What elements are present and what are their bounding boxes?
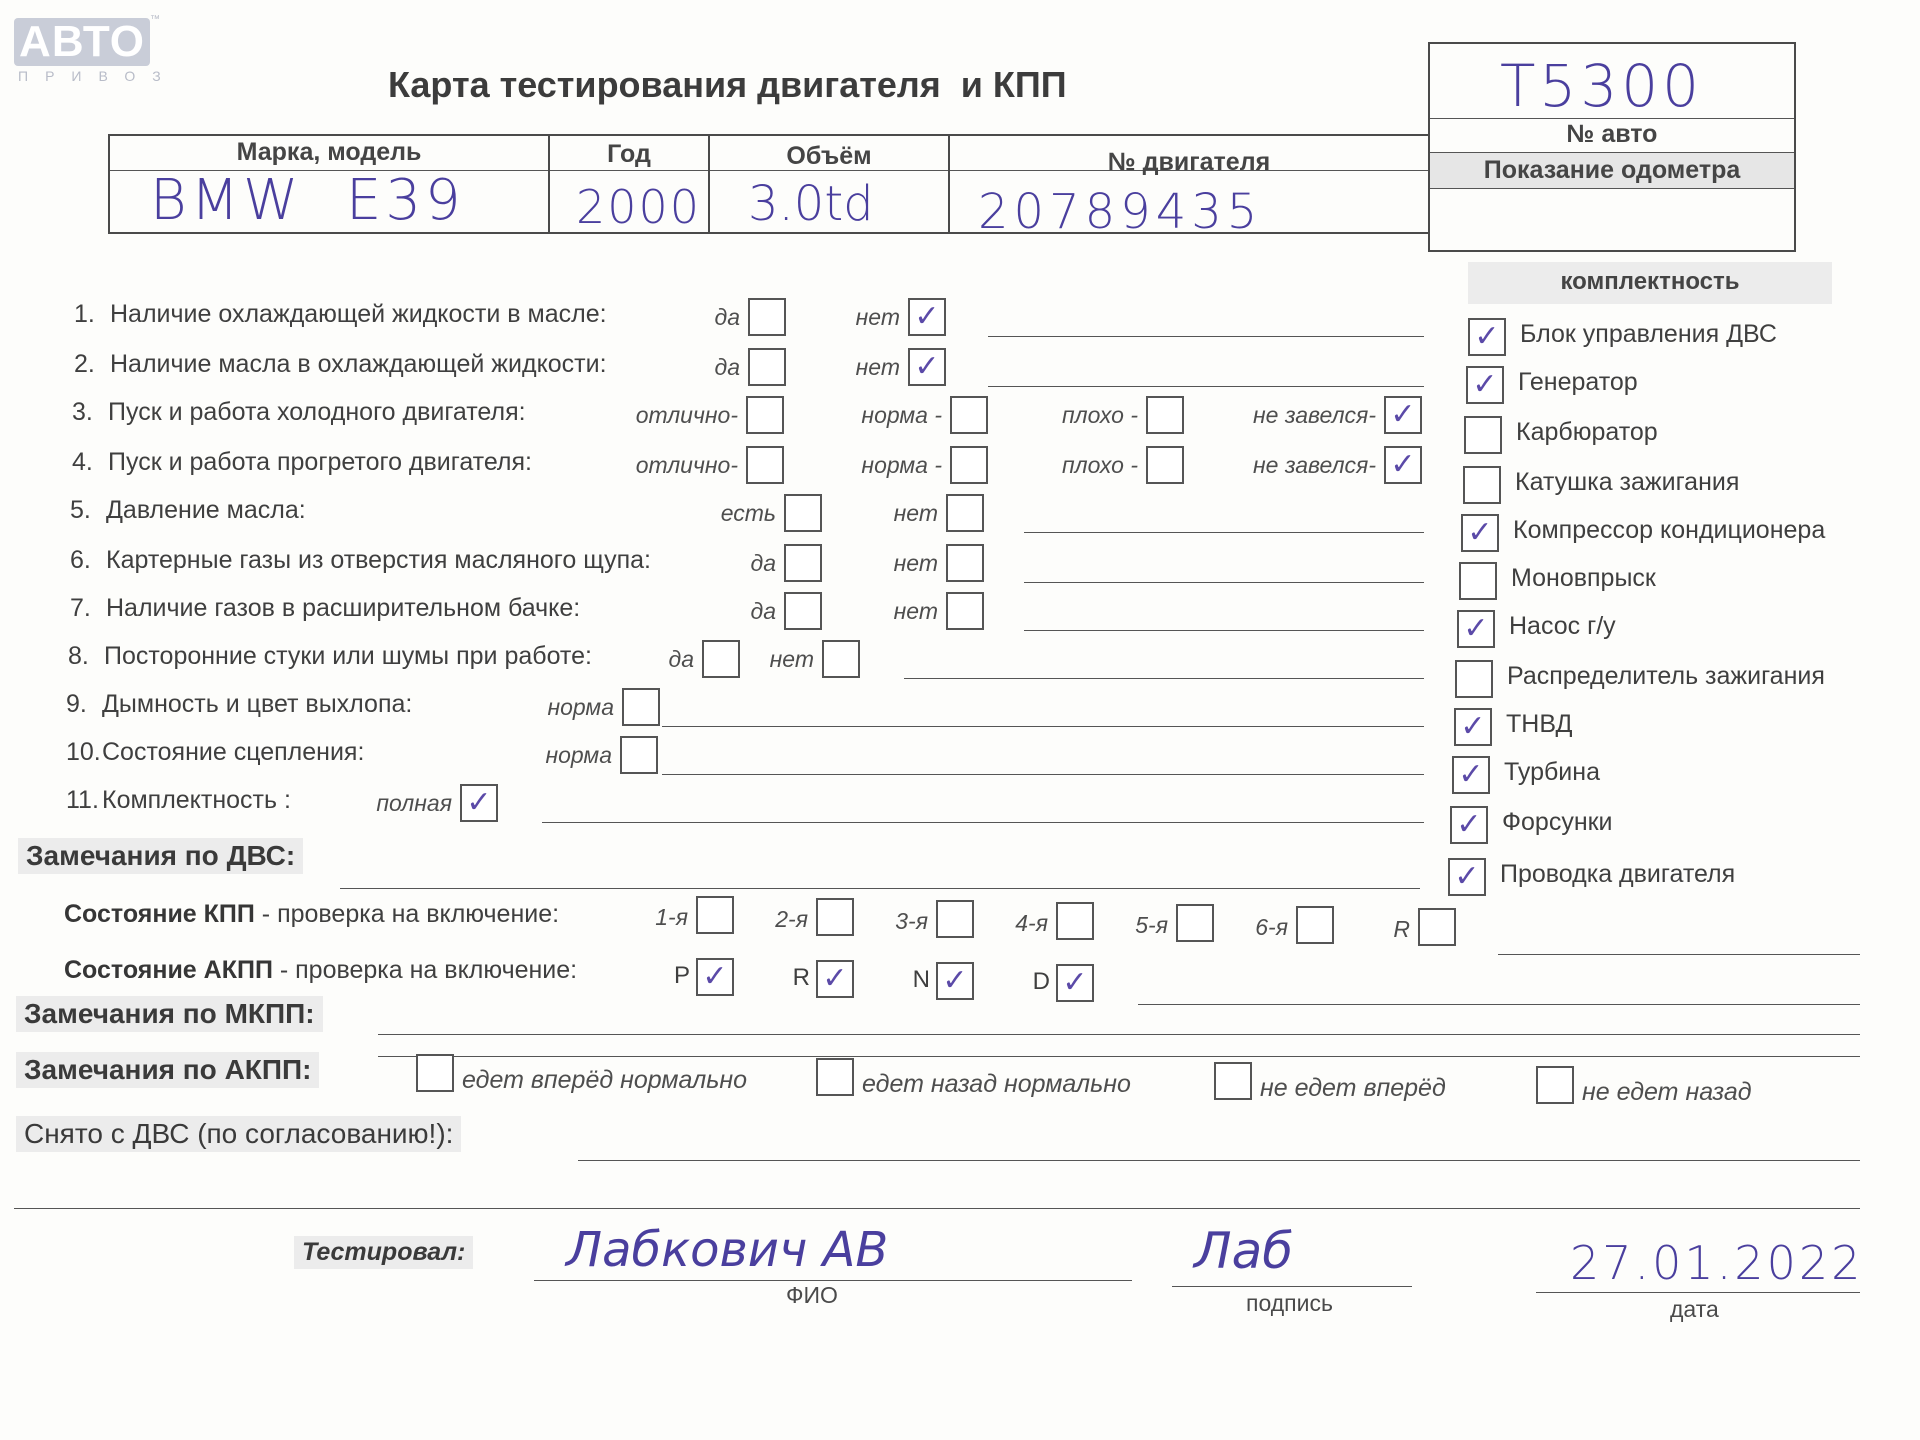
completeness-item-label: Моновпрыск xyxy=(1511,564,1656,592)
akpp-remark-checkbox[interactable] xyxy=(1214,1062,1252,1100)
date-label: дата xyxy=(1670,1296,1719,1322)
question-number: 8. xyxy=(68,642,89,670)
option-label: не завелся- xyxy=(1252,402,1376,428)
completeness-item-label: Блок управления ДВС xyxy=(1520,320,1777,348)
option-checkbox[interactable] xyxy=(784,592,822,630)
kpp-gear-label: 5-я xyxy=(1135,912,1168,938)
remarks-akpp-line xyxy=(378,1056,1860,1057)
question-text: Состояние сцепления: xyxy=(102,738,365,766)
engine-number-value[interactable]: 20789435 xyxy=(978,184,1263,240)
question-text: Наличие газов в расширительном бачке: xyxy=(106,594,581,622)
option-checkbox[interactable] xyxy=(950,446,988,484)
completeness-checkbox[interactable]: ✓ xyxy=(1448,858,1486,896)
completeness-checkbox[interactable] xyxy=(1464,416,1502,454)
option-checkbox[interactable] xyxy=(946,494,984,532)
year-label: Год xyxy=(607,140,651,168)
completeness-item-label: Распределитель зажигания xyxy=(1507,662,1825,690)
akpp-remark-checkbox[interactable] xyxy=(816,1058,854,1096)
option-label: не завелся- xyxy=(1252,452,1376,478)
option-label: есть xyxy=(720,500,776,526)
akpp-gear-label: R xyxy=(792,964,810,991)
completeness-checkbox[interactable]: ✓ xyxy=(1457,610,1495,648)
question-text: Пуск и работа прогретого двигателя: xyxy=(108,448,532,476)
option-label: норма - xyxy=(861,452,942,478)
akpp-remark-label: едет вперёд нормально xyxy=(462,1066,748,1094)
kpp-gear-label: 6-я xyxy=(1255,914,1288,940)
completeness-item-label: Насос г/у xyxy=(1509,612,1616,640)
kpp-gear-label: 4-я xyxy=(1015,910,1048,936)
akpp-gear-label: P xyxy=(673,962,690,989)
akpp-gear-label: N xyxy=(912,966,930,993)
kpp-gear-checkbox[interactable] xyxy=(696,896,734,934)
answer-line[interactable] xyxy=(988,336,1424,337)
tester-line xyxy=(534,1280,1132,1281)
option-checkbox[interactable] xyxy=(748,348,786,386)
logo: АВТО xyxy=(14,18,150,66)
option-label: норма xyxy=(547,694,614,720)
option-label: нет xyxy=(769,646,814,672)
remarks-engine-line[interactable] xyxy=(340,888,1420,889)
option-checkbox[interactable] xyxy=(784,494,822,532)
option-checkbox[interactable] xyxy=(620,736,658,774)
option-checkbox[interactable]: ✓ xyxy=(460,784,498,822)
question-number: 11. xyxy=(66,786,99,814)
removed-label: Снято с ДВС (по согласованию!): xyxy=(16,1116,461,1152)
option-checkbox[interactable] xyxy=(1146,446,1184,484)
completeness-checkbox[interactable]: ✓ xyxy=(1468,318,1506,356)
completeness-item-label: Катушка зажигания xyxy=(1515,468,1740,496)
removed-line-2[interactable] xyxy=(14,1208,1860,1209)
answer-line[interactable] xyxy=(904,678,1424,679)
completeness-checkbox[interactable]: ✓ xyxy=(1454,708,1492,746)
odometer-value[interactable] xyxy=(1440,196,1780,244)
logo-subtitle: ПРИВОЗ xyxy=(18,68,178,84)
kpp-line[interactable] xyxy=(1498,954,1860,955)
answer-line[interactable] xyxy=(1024,582,1424,583)
remarks-mkpp-line[interactable] xyxy=(378,1034,1860,1035)
logo-trademark: ™ xyxy=(150,14,160,25)
kpp-gear-checkbox[interactable] xyxy=(816,898,854,936)
kpp-gear-label: 2-я xyxy=(775,906,808,932)
completeness-checkbox[interactable]: ✓ xyxy=(1461,514,1499,552)
akpp-gear-checkbox[interactable]: ✓ xyxy=(816,960,854,998)
completeness-item-label: ТНВД xyxy=(1506,710,1573,738)
option-label: нет xyxy=(855,304,900,330)
make-model-label: Марка, модель xyxy=(236,138,422,166)
completeness-item-label: Компрессор кондиционера xyxy=(1513,516,1826,544)
signature-label: подпись xyxy=(1246,1290,1333,1316)
completeness-checkbox[interactable] xyxy=(1463,466,1501,504)
option-checkbox[interactable] xyxy=(746,446,784,484)
signature[interactable]: Лаб xyxy=(1194,1222,1294,1280)
option-checkbox[interactable] xyxy=(748,298,786,336)
question-text: Пуск и работа холодного двигателя: xyxy=(108,398,526,426)
question-text: Посторонние стуки или шумы при работе: xyxy=(104,642,592,670)
option-label: нет xyxy=(893,598,938,624)
question-text: Комплектность : xyxy=(102,786,291,814)
engine-number-label: № двигателя xyxy=(1107,148,1271,176)
divider xyxy=(1430,152,1794,153)
option-label: норма - xyxy=(861,402,942,428)
option-label: да xyxy=(714,354,740,380)
option-label: норма xyxy=(545,742,612,768)
akpp-gear-checkbox[interactable]: ✓ xyxy=(1056,964,1094,1002)
option-checkbox[interactable]: ✓ xyxy=(908,298,946,336)
volume-label: Объём xyxy=(786,142,872,170)
akpp-remark-checkbox[interactable] xyxy=(416,1054,454,1092)
tested-label: Тестировал: xyxy=(294,1236,473,1269)
answer-line[interactable] xyxy=(988,386,1424,387)
option-label: отлично- xyxy=(635,452,738,478)
make-model-value[interactable]: BMW E39 xyxy=(150,168,465,233)
remarks-akpp-label: Замечания по АКПП: xyxy=(16,1052,319,1088)
kpp-gear-label: 1-я xyxy=(655,904,688,930)
akpp-gear-label: D xyxy=(1032,968,1050,995)
option-checkbox[interactable] xyxy=(746,396,784,434)
kpp-gear-checkbox[interactable] xyxy=(1296,906,1334,944)
kpp-label-rest: - проверка на включение: xyxy=(254,900,560,928)
question-number: 7. xyxy=(70,594,91,622)
option-checkbox[interactable] xyxy=(702,640,740,678)
option-label: да xyxy=(750,550,776,576)
akpp-gear-checkbox[interactable]: ✓ xyxy=(696,958,734,996)
question-number: 5. xyxy=(70,496,91,524)
akpp-remark-label: едет назад нормально xyxy=(862,1070,1131,1098)
kpp-gear-label: R xyxy=(1393,916,1410,942)
answer-line[interactable] xyxy=(1024,532,1424,533)
completeness-item-label: Карбюратор xyxy=(1516,418,1658,446)
completeness-item-label: Генератор xyxy=(1518,368,1638,396)
question-text: Давление масла: xyxy=(106,496,306,524)
completeness-checkbox[interactable]: ✓ xyxy=(1452,756,1490,794)
option-checkbox[interactable] xyxy=(1146,396,1184,434)
removed-line[interactable] xyxy=(578,1160,1860,1161)
kpp-gear-checkbox[interactable] xyxy=(1418,908,1456,946)
option-label: да xyxy=(750,598,776,624)
answer-line[interactable] xyxy=(662,726,1424,727)
option-label: плохо - xyxy=(1062,402,1138,428)
answer-line[interactable] xyxy=(662,774,1424,775)
question-number: 6. xyxy=(70,546,91,574)
question-text: Картерные газы из отверстия масляного щупа: xyxy=(106,546,651,574)
option-checkbox[interactable] xyxy=(822,640,860,678)
akpp-label-rest: - проверка на включение: xyxy=(272,956,578,984)
signature-line xyxy=(1172,1286,1412,1287)
divider xyxy=(1430,188,1794,189)
akpp-remark-label: не едет вперёд xyxy=(1260,1074,1446,1102)
option-checkbox[interactable] xyxy=(622,688,660,726)
completeness-checkbox[interactable] xyxy=(1455,660,1493,698)
question-number: 2. xyxy=(74,350,95,378)
fio-label: ФИО xyxy=(786,1282,838,1308)
option-checkbox[interactable] xyxy=(946,544,984,582)
akpp-label xyxy=(64,956,577,985)
question-text: Наличие охлаждающей жидкости в масле: xyxy=(110,300,607,328)
remarks-engine-label: Замечания по ДВС: xyxy=(18,838,303,874)
akpp-line[interactable] xyxy=(1138,1004,1860,1005)
kpp-label xyxy=(64,900,559,929)
kpp-gear-checkbox[interactable] xyxy=(1176,904,1214,942)
option-checkbox[interactable]: ✓ xyxy=(1384,446,1422,484)
option-label: нет xyxy=(855,354,900,380)
question-number: 10. xyxy=(66,738,101,766)
volume-value[interactable]: 3.0td xyxy=(748,176,874,232)
page-title: Карта тестирования двигателя и КПП xyxy=(388,64,1067,105)
completeness-item-label: Форсунки xyxy=(1502,808,1613,836)
akpp-remark-checkbox[interactable] xyxy=(1536,1066,1574,1104)
odometer-label: Показание одометра xyxy=(1483,156,1741,184)
completeness-checkbox[interactable]: ✓ xyxy=(1450,806,1488,844)
question-text: Наличие масла в охлаждающей жидкости: xyxy=(110,350,607,378)
akpp-label-bold: Состояние АКПП xyxy=(64,956,273,984)
remarks-mkpp-label: Замечания по МКПП: xyxy=(16,996,323,1032)
akpp-remark-label: не едет назад xyxy=(1582,1078,1752,1106)
option-checkbox[interactable] xyxy=(784,544,822,582)
completeness-checkbox[interactable]: ✓ xyxy=(1466,366,1504,404)
option-label: полная xyxy=(376,790,452,816)
question-number: 1. xyxy=(74,300,95,328)
question-text: Дымность и цвет выхлопа: xyxy=(102,690,413,718)
option-checkbox[interactable] xyxy=(946,592,984,630)
option-label: отлично- xyxy=(635,402,738,428)
date-line xyxy=(1536,1292,1860,1293)
option-label: да xyxy=(668,646,694,672)
option-label: нет xyxy=(893,550,938,576)
completeness-checkbox[interactable] xyxy=(1459,562,1497,600)
kpp-gear-checkbox[interactable] xyxy=(936,900,974,938)
option-label: плохо - xyxy=(1062,452,1138,478)
completeness-item-label: Турбина xyxy=(1504,758,1600,786)
date-value[interactable]: 27.01.2022 xyxy=(1570,1236,1864,1290)
year-value[interactable]: 2000 xyxy=(576,180,702,234)
question-number: 3. xyxy=(72,398,93,426)
kpp-gear-checkbox[interactable] xyxy=(1056,902,1094,940)
kpp-gear-label: 3-я xyxy=(895,908,928,934)
option-label: да xyxy=(714,304,740,330)
question-number: 4. xyxy=(72,448,93,476)
completeness-title: комплектность xyxy=(1560,268,1740,295)
answer-line[interactable] xyxy=(542,822,1424,823)
option-label: нет xyxy=(893,500,938,526)
completeness-item-label: Проводка двигателя xyxy=(1500,860,1736,888)
answer-line[interactable] xyxy=(1024,630,1424,631)
auto-number-label: № авто xyxy=(1566,120,1658,148)
tester-name[interactable]: Лабкович АВ xyxy=(566,1222,889,1278)
stock-number: T5300 xyxy=(1500,52,1704,120)
kpp-label-bold: Состояние КПП xyxy=(64,900,255,928)
divider xyxy=(1430,118,1794,119)
akpp-gear-checkbox[interactable]: ✓ xyxy=(936,962,974,1000)
option-checkbox[interactable]: ✓ xyxy=(908,348,946,386)
question-number: 9. xyxy=(66,690,87,718)
option-checkbox[interactable]: ✓ xyxy=(1384,396,1422,434)
option-checkbox[interactable] xyxy=(950,396,988,434)
